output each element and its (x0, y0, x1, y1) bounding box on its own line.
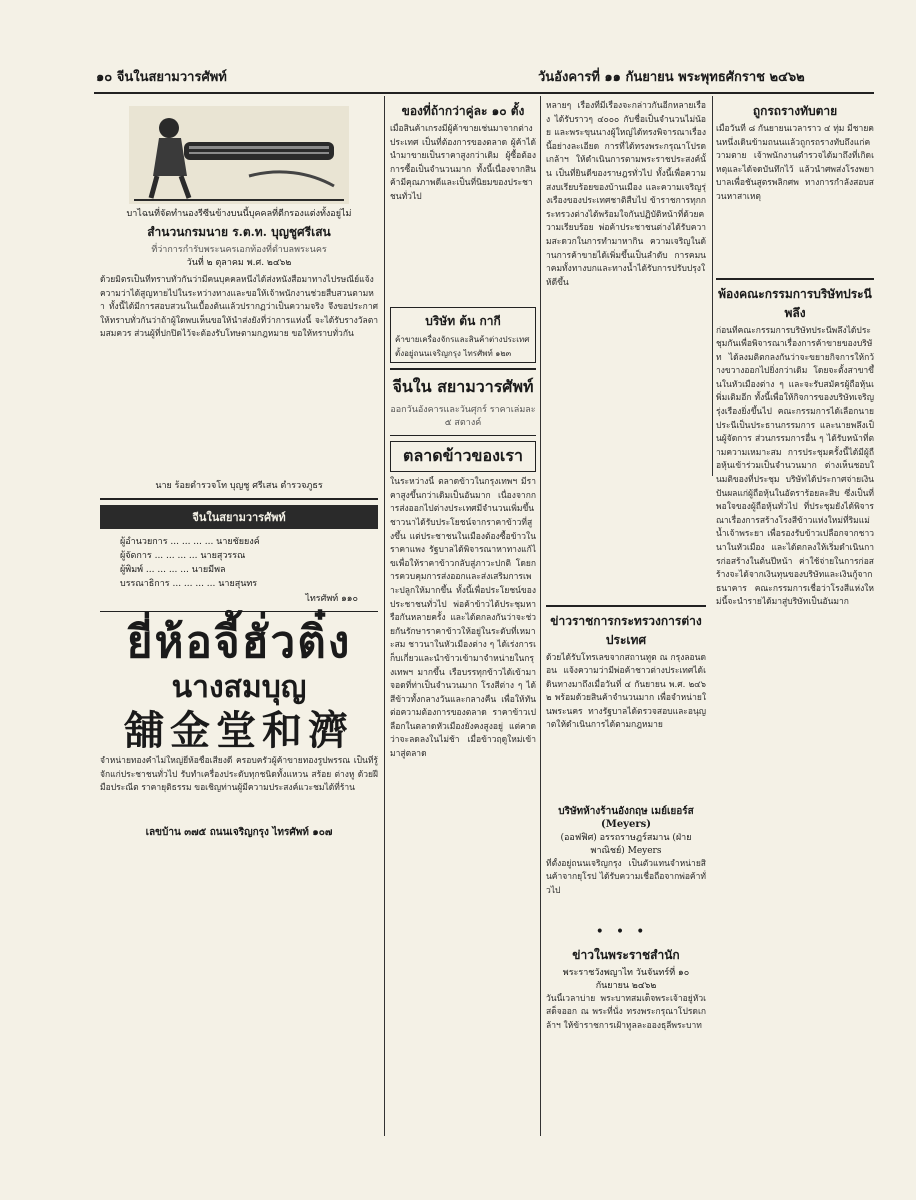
company-name: บริษัทห้างร้านอังกฤษ เมย์เยอร์ส (Meyers) (558, 805, 694, 830)
company-box (390, 307, 536, 363)
section-title: ข่าวราชการกระทรวงการต่างประเทศ (550, 613, 702, 647)
masthead-banner: จีนในสยามวารศัพท์ (100, 505, 378, 529)
column-3 (546, 100, 706, 1140)
ad-subtitle: นางสมบุญ (171, 670, 307, 705)
section-text: ด้วยได้รับโทรเลขจากสถานทูต ณ กรุงลอนดอน แจ้งความว่ามีพ่อค้าชาวต่างประเทศได้เดินทางมาถึงเมื่อวันที่ ๔ กันยายน พ.ศ. ๒๔๖๒ พร้อมด้วยสินค้าจำนวนมาก เพื่อจำหน่ายในพระนคร ทางรัฐบาลได้ตรวจสอบและอนุญาตให้ดำเนินการได้ตามกฎหมาย (546, 652, 706, 731)
section-rule (390, 435, 536, 437)
header-rule (94, 92, 874, 94)
office-address: ที่ว่าการกำรับพระนครเอกท้องที่ตำบลพระนคร (151, 245, 327, 255)
staff-line: บรรณาธิการ ... ... ... ... นายสุนทร (120, 578, 258, 589)
article-text: เมื่อวันที่ ๘ กันยายนเวลาราว ๔ ทุ่ม มีชายคนหนึ่งเดินข้ามถนนแล้วถูกรถรางทับถึงแก่ความตาย เจ้าพนักงานตำรวจได้มาถึงที่เกิดเหตุและได้จดบันทึกไว้ แล้วนำศพส่งโรงพยาบาลเพื่อชันสูตรพลิกศพ ทางการกำลังสอบสวนหาสาเหตุ (716, 124, 874, 202)
article-text: ในระหว่างนี้ ตลาดข้าวในกรุงเทพฯ มีราคาสูงขึ้นกว่าเดิมเป็นอันมาก เนื่องจากการส่งออกไปต่างประเทศมีจำนวนเพิ่มขึ้น ชาวนาได้รับประโยชน์จากราคาข้าวที่สูงขึ้น แต่ประชาชนในเมืองต้องซื้อข้าวในราคาแพง รัฐบาลได้พิจารณาหาทางแก้ไขเพื่อให้ราคาข้าวกลับสู่ภาวะปกติ โดยการควบคุมการส่งออกและส่งเสริมการเพาะปลูกให้มากขึ้น ทั้งนี้เพื่อประโยชน์ของประชาชนทั่วไป พ่อค้าข้าวได้ประชุมหารือกันหลายครั้ง และได้ตกลงกันว่าจะช่วยกันรักษาราคาข้าวให้อยู่ในระดับที่เหมาะสม ชาวนาในหัวเมืองต่าง ๆ ได้เร่งการเก็บเกี่ยวและนำข้าวเข้ามาจำหน่ายในกรุงเทพฯ มากขึ้น เรือบรรทุกข้าวได้เข้ามาจอดที่ท่าเป็นจำนวนมาก โรงสีต่าง ๆ ได้สีข้าวทั้งกลางวันและกลางคืน เพื่อให้ทันต่อความต้องการของตลาด ราคาข้าวเปลือกในตลาดหัวเมืองยังคงสูงอยู่ แต่คาดว่าจะลดลงในไม่ช้า เมื่อข้าวฤดูใหม่เข้ามาสู่ตลาด (390, 477, 536, 760)
article-title: พ้องคณะกรรมการบริษัทประนีพลึง (718, 286, 872, 320)
column-divider-3 (712, 96, 713, 476)
ad-footer: เลขบ้าน ๓๗๕ ถนนเจริญกรุง ไทรศัพท์ ๑๐๗ (145, 827, 333, 838)
court-news-text: วันนี้เวลาบ่าย พระบาทสมเด็จพระเจ้าอยู่หัวเสด็จออก ณ พระที่นั่ง ทรงพระกรุณาโปรดเกล้าฯ ให้ข้าราชการเฝ้าทูลละอองธุลีพระบาท (546, 993, 706, 1031)
illustration-caption: บาไฉนที่จัดทำนองรีซีนข้างบนนี้บุคคลที่ตีกรองแต่งทั้งอยู่ไม่ (126, 209, 352, 219)
article-text: ก่อนที่คณะกรรมการบริษัทประนีพลึงได้ประชุมกันเพื่อพิจารณาเรื่องการค้าขายของบริษัท ได้ลงมติตกลงกันว่าจะขยายกิจการให้กว้างขวางออกไปยิ่งกว่าเดิม โดยจะตั้งสาขาขึ้นในหัวเมืองต่าง ๆ และจะรับสมัครผู้ถือหุ้นเพิ่มเติมอีก ทั้งนี้เพื่อให้กิจการของบริษัทเจริญรุ่งเรืองยิ่งขึ้นไป คณะกรรมการได้เลือกนายประนีเป็นประธานกรรมการ และนายพลึงเป็นผู้จัดการ ส่วนกรรมการอื่น ๆ ได้รับหน้าที่ตามความเหมาะสม การประชุมครั้งนี้ได้มีผู้ถือหุ้นเข้าร่วมเป็นจำนวนมาก ต่างเห็นชอบในมติของที่ประชุม บริษัทได้ประกาศจ่ายเงินปันผลแก่ผู้ถือหุ้นในอัตราร้อยละสิบ ซึ่งเป็นที่พอใจของผู้ถือหุ้นทั่วไป ที่ประชุมยังได้พิจารณาเรื่องการสร้างโรงสีข้าวแห่งใหม่ที่ริมแม่น้ำเจ้าพระยา เพื่อรองรับข้าวเปลือกจากชาวนาในหัวเมือง และได้ตกลงให้เริ่มดำเนินการก่อสร้างในต้นปีหน้า ค่าใช้จ่ายในการก่อสร้างจะได้จากเงินทุนของบริษัทและเงินกู้จากธนาคาร คณะกรรมการเชื่อว่าโรงสีแห่งใหม่นี้จะนำรายได้มาสู่บริษัทเป็นอันมาก (716, 325, 874, 608)
separator-dots: ••• (595, 923, 657, 940)
masthead-subtitle: ออกวันอังคารและวันศุกร์ ราคาเล่มละ ๕ สตางค์ (390, 404, 536, 428)
court-news-subtitle: พระราชวังพญาไท วันจันทร์ที่ ๑๐ กันยายน ๒๔๖๒ (562, 967, 690, 991)
section-rule (390, 368, 536, 370)
article-text: เมื่อสินค้าเกรงมีผู้ค้าขายเช่นมาจากต่างประเทศ เป็นที่ต้องการของตลาด ผู้ค้าได้นำมาขายเป็นราคาสูงกว่าเดิม ผู้ซื้อต้องการซื้อเป็นจำนวนมาก ทั้งนี้เนื่องจากสินค้ามีคุณภาพดีและเป็นที่นิยมของประชาชนทั่วไป (390, 124, 536, 202)
section-rule (100, 498, 378, 500)
article-text: หลายๆ เรื่องที่มีเรื่องจะกล่าวกันอีกหลายเรื่อง ได้รับราวๆ ๔๐๐๐ กับชื่อเป็นจำนวนไม่น้อย และพระขุนนางผู้ใหญ่ได้ทรงพิจารณาเรื่องนี้อย่างละเอียด การที่ได้ทรงพระกรุณาโปรดเกล้าฯ ให้ดำเนินการตามพระราชประสงค์นั้น เป็นที่ยินดีของราษฎรทั่วไป ทั้งนี้เพื่อความสงบเรียบร้อยของบ้านเมือง และความเจริญรุ่งเรืองของประเทศชาติสืบไป ข้าราชการทุกกระทรวงต่างได้พร้อมใจกันปฏิบัติหน้าที่ด้วยความเรียบร้อย พ่อค้าประชาชนต่างได้รับความสะดวกในการทำมาหากิน ความเจริญในด้านการค้าขายได้เพิ่มขึ้นเป็นลำดับ การคมนาคมทั้งทางบกและทางน้ำได้รับการปรับปรุงให้ดีขึ้น (546, 101, 706, 288)
court-news-title: ข่าวในพระราชสำนัก (572, 947, 680, 962)
article-title: ตลาดข้าวของเรา (390, 441, 536, 472)
article-title: ของที่ถ้ากว่าคู่ละ ๑๐ ตั้ง (401, 104, 525, 118)
office-title: สำนวนกรมนาย ร.ต.ท. บุญชูศรีเสน (147, 225, 331, 239)
company-text: ที่ตั้งอยู่ถนนเจริญกรุง เป็นตัวแทนจำหน่ายสินค้าจากยุโรป ได้รับความเชื่อถือจากพ่อค้าทั่วไป (546, 858, 706, 896)
page-header-date: วันอังคารที่ ๑๑ กันยายน พระพุทธศักราช ๒๔๖๒ (538, 70, 805, 85)
office-date: วันที่ ๒ ตุลาคม พ.ศ. ๒๔๖๒ (186, 258, 292, 268)
staff-line: ผู้จัดการ ... ... ... ... นายสุวรรณ (120, 550, 246, 561)
ad-chinese-name: 舖金堂和濟 (124, 707, 354, 754)
company-box-title: บริษัท ต้น กากี (425, 314, 501, 328)
section-rule (546, 605, 706, 607)
page-header-left: ๑๐ จีนในสยามวารศัพท์ (96, 70, 227, 85)
section-rule (716, 278, 874, 280)
column-1 (100, 100, 378, 1140)
woodcut-figure-with-cannon-icon (129, 106, 349, 204)
article-title: ถูกรถรางทับตาย (752, 104, 838, 118)
staff-line: ผู้อำนวยการ ... ... ... ... นายชัยยงค์ (120, 536, 260, 547)
company-subtitle: (ออฟฟิศ) อรรถราษฎร์สมาน (ฝ่ายพาณิชย์) Meyers (560, 832, 692, 856)
section-rule (100, 611, 378, 613)
column-2 (390, 100, 536, 1140)
staff-line: ผู้พิมพ์ ... ... ... ... นายมีพล (120, 564, 226, 575)
masthead-title: จีนใน สยามวารศัพท์ (392, 376, 534, 396)
notice-signature: นาย ร้อยตำรวจโท บุญชู ศรีเสน ตำรวจภูธร (155, 481, 323, 491)
column-4 (716, 100, 874, 1140)
column-divider-2 (540, 96, 541, 1136)
notice-article: ด้วยมิตรเป็นที่ทราบทั่วกันว่ามีคนบุคคลหนึ่งได้ส่งหนังสือมาทางไปรษณีย์แจ้งความว่าได้สูญหายไปในระหว่างทางและขอให้เจ้าพนักงานช่วยสืบสวนตามหา ทั้งนี้ได้มีการสอบสวนในเบื้องต้นแล้วปรากฏว่าเป็นความจริง จึงขอประกาศให้ทราบทั่วกันว่าถ้าผู้ใดพบเห็นขอให้นำส่งยังที่ว่าการแห่งนี้ จะได้รับรางวัลตามสมควร ส่วนผู้ที่ปกปิดไว้จะต้องรับโทษตามกฎหมาย ขอให้ทราบทั่วกัน (100, 275, 378, 340)
column-divider-1 (384, 96, 385, 1136)
company-box-text: ค้าขายเครื่องจักรและสินค้าต่างประเทศ ตั้งอยู่ถนนเจริญกรุง ไทรศัพท์ ๑๒๓ (395, 335, 530, 358)
staff-phone: ไทรศัพท์ ๑๑๐ (305, 593, 358, 604)
ad-title: ยี่ห้อจี้ฮั่วติ๋ง (126, 617, 352, 668)
ad-text: จำหน่ายทองคำไม่ใหญ่ยี่ห้อชื่อเสียงดี ครอบครัวผู้ค้าขายทองรูปพรรณ เป็นที่รู้จักแก่ประชาชนทั่วไป รับทำเครื่องประดับทุกชนิดทั้งแหวน สร้อย ต่างหู ด้วยฝีมือประณีต ราคายุติธรรม ขอเชิญท่านผู้มีความประสงค์แวะชมได้ที่ร้าน (100, 756, 378, 794)
